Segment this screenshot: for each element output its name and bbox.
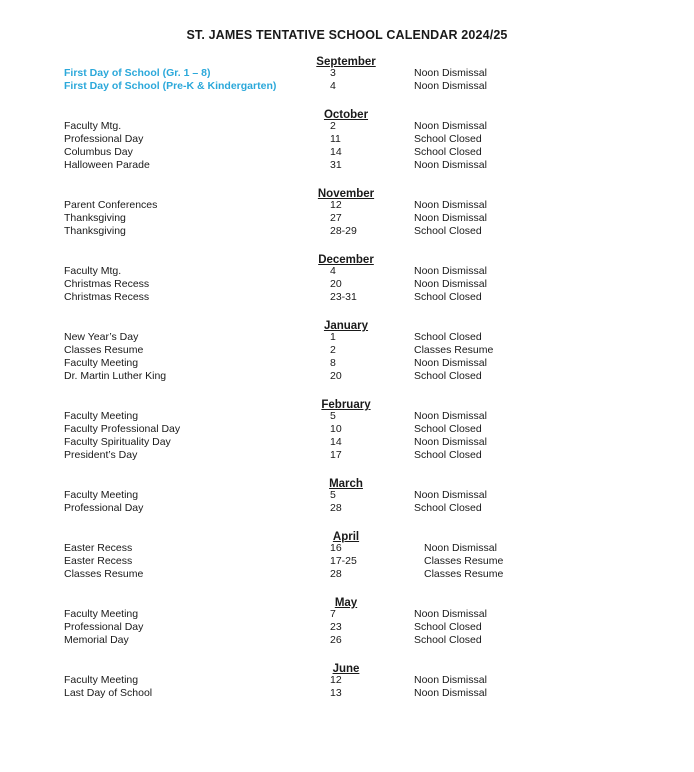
event-name: Parent Conferences [64,199,158,211]
event-date: 4 [330,265,336,277]
event-status: Noon Dismissal [414,489,487,501]
event-name: Faculty Mtg. [64,265,122,277]
event-status: Noon Dismissal [414,357,487,369]
month-block [0,474,694,515]
calendar-row [0,291,694,304]
event-status: Noon Dismissal [414,212,487,224]
event-date: 8 [330,357,336,369]
event-date: 17-25 [330,555,357,567]
calendar-row [0,120,694,133]
calendar-row [0,357,694,370]
event-name: New Year’s Day [64,331,139,343]
calendar-row [0,436,694,449]
event-name: Last Day of School [64,687,153,699]
event-status: Classes Resume [424,568,504,580]
month-block [0,659,694,700]
event-date: 5 [330,489,336,501]
calendar-row [0,278,694,291]
event-date: 12 [330,674,342,686]
month-block [0,593,694,647]
event-date: 5 [330,410,336,422]
event-name: Thanksgiving [64,212,126,224]
event-name: Faculty Meeting [64,608,139,620]
month-block [0,250,694,304]
event-status: School Closed [414,225,482,237]
event-date: 26 [330,634,342,646]
month-header [0,395,694,409]
event-date: 4 [330,80,336,92]
calendar-row [0,146,694,159]
event-name: Faculty Meeting [64,357,139,369]
event-status: School Closed [414,331,482,343]
event-name: Easter Recess [64,555,133,567]
calendar-row [0,423,694,436]
month-name: June [332,663,360,675]
calendar-row [0,410,694,423]
event-status: Noon Dismissal [414,410,487,422]
month-block [0,184,694,238]
event-name: Faculty Meeting [64,674,139,686]
event-date: 2 [330,344,336,356]
month-header [0,474,694,488]
month-name: November [317,188,375,200]
event-name: Thanksgiving [64,225,126,237]
event-status: Noon Dismissal [414,687,487,699]
month-name: September [316,56,376,68]
event-name: Faculty Meeting [64,410,139,422]
event-date: 14 [330,146,342,158]
calendar-row [0,568,694,581]
event-date: 28-29 [330,225,357,237]
month-block [0,105,694,172]
event-status: Noon Dismissal [414,199,487,211]
calendar-month-list [0,52,694,712]
event-status: Noon Dismissal [414,159,487,171]
calendar-row [0,80,694,93]
event-name: Professional Day [64,133,144,145]
month-header [0,527,694,541]
event-status: School Closed [414,502,482,514]
calendar-row [0,133,694,146]
month-header [0,593,694,607]
event-date: 16 [330,542,342,554]
month-name: March [329,478,363,490]
event-name: Christmas Recess [64,291,150,303]
month-header [0,659,694,673]
event-date: 20 [330,370,342,382]
event-name: Columbus Day [64,146,133,158]
event-status: Noon Dismissal [414,608,487,620]
month-header [0,250,694,264]
event-name: Professional Day [64,621,144,633]
event-name: President’s Day [64,449,138,461]
event-name: Classes Resume [64,344,144,356]
month-block [0,395,694,462]
event-name: Faculty Spirituality Day [64,436,171,448]
event-name: First Day of School (Gr. 1 – 8) [64,67,211,79]
month-header [0,316,694,330]
event-date: 13 [330,687,342,699]
event-status: Classes Resume [414,344,494,356]
calendar-row [0,555,694,568]
event-status: Noon Dismissal [414,120,487,132]
month-name: February [321,399,371,411]
calendar-row [0,489,694,502]
event-date: 12 [330,199,342,211]
event-status: School Closed [414,621,482,633]
event-name: Faculty Mtg. [64,120,122,132]
event-status: Classes Resume [424,555,504,567]
event-date: 11 [330,133,341,145]
event-name: Easter Recess [64,542,133,554]
month-name: December [318,254,374,266]
month-block [0,527,694,581]
month-name: October [323,109,369,121]
calendar-row [0,199,694,212]
event-name: Faculty Professional Day [64,423,181,435]
calendar-row [0,370,694,383]
calendar-row [0,502,694,515]
event-date: 28 [330,502,342,514]
event-name: Halloween Parade [64,159,150,171]
calendar-row [0,212,694,225]
event-name: Memorial Day [64,634,129,646]
event-date: 7 [330,608,336,620]
month-header [0,105,694,119]
calendar-row [0,608,694,621]
event-date: 1 [330,331,336,343]
event-status: Noon Dismissal [414,67,487,79]
calendar-row [0,634,694,647]
month-block [0,52,694,93]
event-status: Noon Dismissal [414,674,487,686]
event-name: Christmas Recess [64,278,150,290]
event-date: 17 [330,449,342,461]
event-date: 14 [330,436,342,448]
event-name: Dr. Martin Luther King [64,370,167,382]
calendar-row [0,542,694,555]
calendar-row [0,331,694,344]
event-date: 2 [330,120,336,132]
event-status: Noon Dismissal [414,80,487,92]
event-status: School Closed [414,370,482,382]
calendar-row [0,265,694,278]
month-block [0,316,694,383]
event-status: Noon Dismissal [424,542,497,554]
event-status: Noon Dismissal [414,278,487,290]
event-name: Professional Day [64,502,144,514]
calendar-row [0,674,694,687]
event-status: School Closed [414,146,482,158]
calendar-row [0,159,694,172]
calendar-row [0,449,694,462]
month-name: April [332,531,360,543]
calendar-row [0,621,694,634]
event-name: First Day of School (Pre-K & Kindergarten) [64,80,277,92]
event-date: 31 [330,159,342,171]
event-name: Classes Resume [64,568,144,580]
event-status: School Closed [414,634,482,646]
event-status: School Closed [414,449,482,461]
event-date: 20 [330,278,342,290]
event-date: 27 [330,212,342,224]
event-date: 28 [330,568,342,580]
event-date: 23 [330,621,342,633]
event-date: 3 [330,67,336,79]
event-date: 23-31 [330,291,357,303]
calendar-row [0,225,694,238]
event-status: Noon Dismissal [414,436,487,448]
calendar-row [0,687,694,700]
event-status: Noon Dismissal [414,265,487,277]
event-status: School Closed [414,133,482,145]
event-status: School Closed [414,423,482,435]
month-name: January [323,320,369,332]
month-header [0,52,694,66]
calendar-row [0,344,694,357]
calendar-row [0,67,694,80]
event-name: Faculty Meeting [64,489,139,501]
event-date: 10 [330,423,342,435]
month-header [0,184,694,198]
event-status: School Closed [414,291,482,303]
month-name: May [334,597,358,609]
page-title: ST. JAMES TENTATIVE SCHOOL CALENDAR 2024/25 [186,28,508,42]
